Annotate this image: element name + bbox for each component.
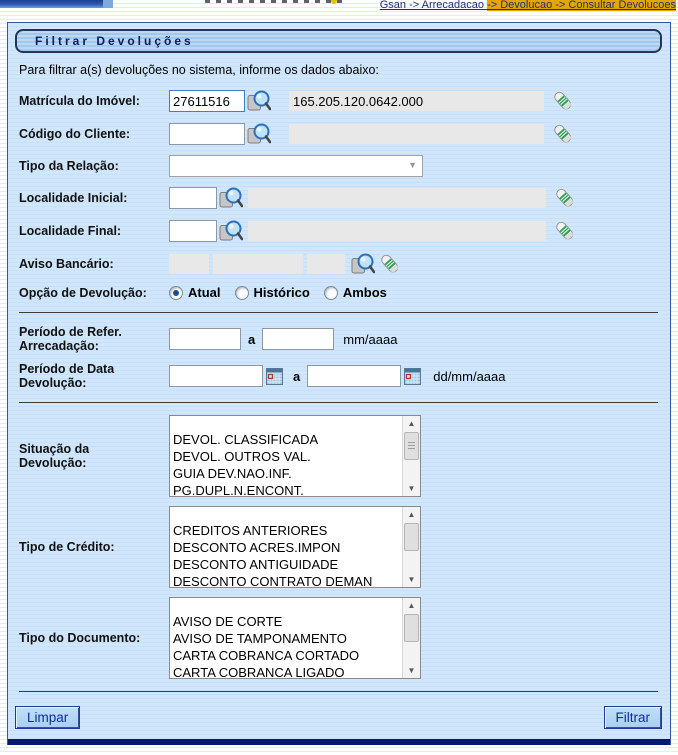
scroll-up-icon[interactable]: ▲ [407,419,416,428]
format-hint: dd/mm/aaaa [433,368,506,384]
localidade-inicial-display [248,188,546,208]
row-periodo-data-devolucao [19,362,664,390]
breadcrumb-current[interactable]: -> Devolucao -> Consultar Devolucoes [487,0,676,11]
codigo-cliente-label: Código do Cliente: [19,127,131,141]
radio-button-icon[interactable] [169,286,183,300]
divider [19,312,658,313]
scrollbar-thumb[interactable] [404,614,419,642]
search-icon[interactable] [247,89,271,113]
range-separator: a [293,368,301,384]
radio-label: Ambos [342,285,387,300]
codigo-cliente-display [289,124,544,144]
clipped-header-text [205,0,345,3]
aviso-bancario-field-3 [307,254,345,274]
search-icon[interactable] [247,122,271,146]
situacao-devolucao-listbox[interactable] [169,415,421,497]
opcao-devolucao-radios [169,285,391,300]
list-option[interactable]: DESCONTO CONTRATO DEMAN [173,574,373,587]
format-hint: mm/aaaa [343,331,398,347]
localidade-inicial-label: Localidade Inicial: [19,191,128,205]
periodo-referencia-label: Período de Refer. Arrecadação: [19,325,122,353]
aviso-bancario-label: Aviso Bancário: [19,257,114,271]
list-option[interactable] [173,598,402,613]
scrollbar[interactable] [402,416,420,496]
limpar-button[interactable]: Limpar [15,706,80,729]
list-option[interactable]: CREDITOS ANTERIORES [173,523,328,538]
search-icon[interactable] [219,186,243,210]
scrollbar-thumb[interactable] [404,432,419,460]
codigo-cliente-input[interactable] [169,123,245,145]
list-option[interactable]: DEVOL. CLASSIFICADA [173,432,319,447]
eraser-icon[interactable] [552,89,574,113]
eraser-icon[interactable] [379,252,401,276]
breadcrumb-path[interactable]: Gsan -> Arrecadacao [379,0,488,11]
divider [19,402,658,403]
list-option[interactable]: AVISO DE CORTE [173,614,283,629]
scroll-up-icon[interactable]: ▲ [407,601,416,610]
list-option[interactable]: CARTA COBRANCA LIGADO [173,665,345,678]
periodo-data-to-input[interactable] [307,365,401,387]
radio-button-icon[interactable] [324,286,338,300]
row-matricula-imovel [19,89,664,113]
matricula-display: 165.205.120.0642.000 [289,91,544,111]
list-option[interactable]: GUIA DEV.NAO.INF. [173,466,292,481]
tipo-documento-label: Tipo do Documento: [19,631,141,645]
list-option[interactable]: DESCONTO ACRES.IMPON [173,540,341,555]
radio-option-ambos[interactable] [324,285,387,300]
calendar-icon[interactable] [266,368,283,385]
list-option[interactable]: AVISO DE TAMPONAMENTO [173,631,347,646]
radio-label: Atual [188,285,221,300]
row-localidade-final [19,219,664,243]
scroll-up-icon[interactable]: ▲ [407,510,416,519]
scrollbar-track[interactable] [403,613,420,663]
scroll-down-icon[interactable]: ▼ [407,484,416,493]
list-option[interactable]: PG.DUPL.N.ENCONT. [173,483,304,496]
scroll-down-icon[interactable]: ▼ [407,575,416,584]
intro-text: Para filtrar a(s) devoluções no sistema, informe os dados abaixo: [19,63,379,77]
localidade-inicial-input[interactable] [169,187,217,209]
matricula-input[interactable] [169,90,245,112]
eraser-icon[interactable] [554,219,576,243]
localidade-final-label: Localidade Final: [19,224,122,238]
filtrar-button[interactable]: Filtrar [604,706,663,729]
divider [19,691,658,692]
scrollbar-thumb[interactable] [404,523,419,551]
scrollbar-track[interactable] [403,431,420,481]
radio-option-historico[interactable] [235,285,310,300]
scrollbar[interactable] [402,598,420,678]
page-title: Filtrar Devoluções [35,34,194,48]
list-option[interactable]: DESCONTO ANTIGUIDADE [173,557,339,572]
list-option[interactable]: DEVOL. OUTROS VAL. [173,449,311,464]
list-option[interactable]: CARTA COBRANCA CORTADO [173,648,360,663]
row-localidade-inicial [19,186,664,210]
eraser-icon[interactable] [554,186,576,210]
top-header-strip [0,0,678,22]
radio-option-atual[interactable] [169,285,221,300]
filter-devolucoes-form [7,22,671,745]
row-tipo-relacao [19,155,664,177]
row-tipo-credito [19,506,664,588]
scroll-down-icon[interactable]: ▼ [407,666,416,675]
bottom-navy-bar [8,739,670,745]
breadcrumb[interactable] [380,0,676,11]
radio-label: Histórico [253,285,310,300]
scrollbar-track[interactable] [403,522,420,572]
aviso-bancario-field-1 [169,254,209,274]
search-icon[interactable] [219,219,243,243]
localidade-final-input[interactable] [169,220,217,242]
aviso-bancario-field-2 [213,254,303,274]
range-separator: a [248,331,256,347]
clipped-logo-dot [331,0,337,4]
row-codigo-cliente [19,122,664,146]
tipo-relacao-select[interactable] [169,155,423,177]
periodo-data-from-input[interactable] [169,365,263,387]
list-option[interactable] [173,416,402,431]
eraser-icon[interactable] [552,122,574,146]
row-periodo-referencia [19,325,664,353]
tipo-relacao-label: Tipo da Relação: [19,159,119,173]
periodo-data-label: Período de Data Devolução: [19,362,115,390]
tipo-credito-label: Tipo de Crédito: [19,540,115,554]
row-opcao-devolucao [19,285,664,300]
localidade-final-display [248,221,546,241]
scrollbar[interactable] [402,507,420,587]
search-icon[interactable] [351,252,375,276]
situacao-devolucao-label: Situação da Devolução: [19,442,90,470]
radio-button-icon[interactable] [235,286,249,300]
list-option[interactable] [173,507,402,522]
row-aviso-bancario [19,252,664,276]
tipo-documento-listbox[interactable] [169,597,421,679]
button-row [15,706,662,729]
calendar-icon[interactable] [404,368,421,385]
row-situacao-devolucao [19,415,664,497]
tipo-credito-listbox[interactable] [169,506,421,588]
periodo-referencia-to-input[interactable] [262,328,334,350]
header-fragment-bar [0,0,113,8]
row-tipo-documento [19,597,664,679]
matricula-label: Matrícula do Imóvel: [19,94,140,108]
page-title-bar [15,29,662,53]
chevron-down-icon: ▼ [408,160,417,170]
periodo-referencia-from-input[interactable] [169,328,241,350]
opcao-devolucao-label: Opção de Devolução: [19,285,147,300]
